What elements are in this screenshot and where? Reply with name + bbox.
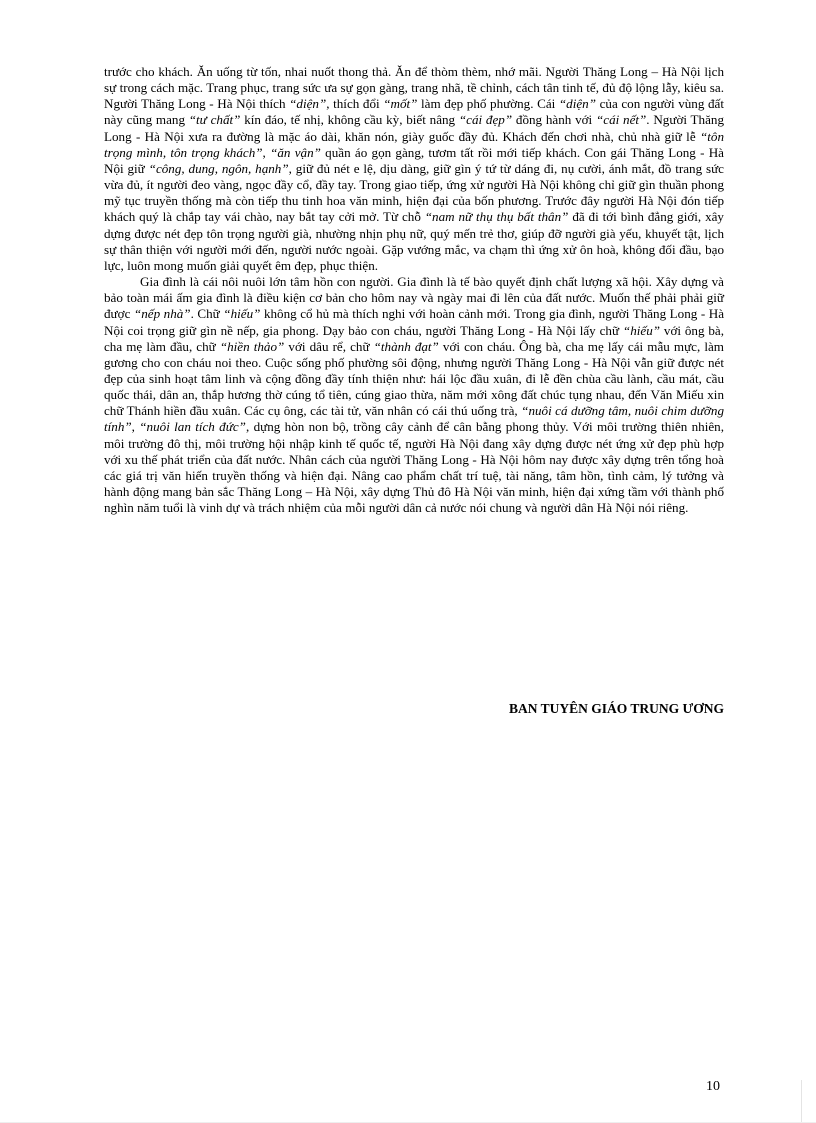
paragraph (104, 64, 724, 274)
italic-phrase: “diện” (289, 96, 327, 112)
italic-phrase: “nuôi cá dưỡng tâm, nuôi chim dưỡng tính” (104, 403, 725, 435)
italic-phrase: “tư chất” (188, 112, 241, 128)
italic-phrase: “ăn vận” (270, 144, 321, 160)
italic-phrase: “diện” (558, 96, 596, 112)
italic-phrase: “công, dung, ngôn, hạnh” (148, 160, 289, 176)
italic-phrase: “hiền thảo” (219, 338, 285, 354)
text-run: , giữ đủ nét e lệ, dịu dàng, giữ gìn ý tứ từ dáng đi, nụ cười, ánh mắt, đồ trang sức vừa đủ, ít người đeo vàng, ngọc đầy cổ, đầy tay. Trong giao tiếp, ứng xử người Hà Nội không chỉ giữ gìn thuần phong mỹ tục truyền thống mà còn tiếp thu tinh hoa văn minh, hiện đại của bốn phương. Trước đây người Hà Nội đón tiếp khách quý là chắp tay vái chào, nay bắt tay cởi mở. Từ chỗ (104, 160, 724, 225)
italic-phrase: “nếp nhà” (133, 306, 191, 322)
italic-phrase: “thành đạt” (373, 338, 439, 354)
italic-phrase: “hiếu” (622, 322, 661, 338)
text-run: . Chữ (190, 306, 224, 322)
text-run: quần áo gọn gàng, tươm tất rồi mới tiếp khách. Con gái Thăng Long - Hà Nội giữ (104, 144, 724, 176)
italic-phrase: “mốt” (383, 96, 418, 112)
italic-phrase: “hiếu” (223, 306, 261, 322)
text-run: với ông bà, cha mẹ làm đầu, chữ (104, 322, 725, 354)
text-run: làm đẹp phố phường. Cái (417, 96, 559, 112)
text-run: . Người Thăng Long - Hà Nội xưa ra đường là mặc áo dài, khăn nón, giày guốc đầy đủ. Khách đến chơi nhà, chủ nhà giữ lễ (104, 112, 724, 144)
text-run: đã đi tới bình đẳng giới, xây dựng được nét đẹp tôn trọng người già, nhường nhịn phụ nữ, quý mến trẻ thơ, giúp đỡ người già yếu, khuyết tật, lịch sự thân thiện với người mới đến, người nước ngoài. Gặp vướng mắc, va chạm thì ứng xử ôn hoà, không đối đầu, bạo lực, luôn mong muốn giải quyết êm đẹp, phục thiện. (104, 209, 724, 273)
text-run: của con người vùng đất này cũng mang (104, 96, 724, 128)
text-run: trước cho khách. Ăn uống từ tốn, nhai nuốt thong thả. Ăn để thòm thèm, nhớ mãi. Người Thăng Long – Hà Nội lịch sự trong cách mặc. Trang phục, trang sức ưa sự gọn gàng, trang nhã, tề chỉnh, cách tân tinh tế, đủ độ lộng lẫy, kiêu sa. Người Thăng Long - Hà Nội thích (104, 64, 724, 112)
text-run: với dâu rể, chữ (284, 338, 374, 354)
text-run: đồng hành với (512, 112, 596, 128)
text-run: , (131, 419, 140, 435)
paragraph (104, 274, 724, 516)
text-run: , (262, 144, 271, 160)
signature-line: BAN TUYÊN GIÁO TRUNG ƯƠNG (508, 701, 724, 716)
text-run: Gia đình là cái nôi nuôi lớn tâm hồn con người. Gia đình là tế bào quyết định chất lượng xã hội. Xây dựng và bảo toàn mái ấm gia đình là điều kiện cơ bản cho hôm nay và ngày mai đi lên của đất nước. Muốn thế phải phải giữ được (104, 274, 724, 322)
page-edge-divider (801, 1080, 802, 1123)
text-run: , thích đổi (326, 96, 384, 112)
italic-phrase: “nam nữ thụ thụ bất thân” (424, 209, 569, 225)
italic-phrase: “nuôi lan tích đức” (139, 419, 246, 435)
italic-phrase: “cái đẹp” (458, 112, 513, 128)
body-text (104, 64, 724, 516)
text-run: kín đáo, tế nhị, không cầu kỳ, biết nâng (240, 112, 459, 128)
italic-phrase: “cái nết” (595, 112, 647, 128)
text-run: , dựng hòn non bộ, trồng cây cảnh để cân bằng phong thủy. Với môi trường thiên nhiên, môi trường đô thị, môi trường hội nhập kinh tế quốc tế, người Hà Nội đang xây dựng được nét ứng xử đẹp phù hợp với xu thế phát triển của đất nước. Nhân cách của người Thăng Long - Hà Nội hôm nay được xây dựng trên tổng hoà các giá trị văn hiến truyền thống và hiện đại. Nâng cao phẩm chất trí tuệ, tài năng, tâm hồn, tình cảm, lý tưởng và hành động mang bản sắc Thăng Long – Hà Nội, xây dựng Thủ đô Hà Nội văn minh, hiện đại xứng tầm với thành phố nghìn năm tuổi là vinh dự và trách nhiệm của mỗi người dân cả nước nói chung và người dân Hà Nội nói riêng. (104, 419, 725, 516)
italic-phrase: “tôn trọng mình, tôn trọng khách” (104, 128, 724, 160)
text-run: với con cháu. Ông bà, cha mẹ lấy cái mẫu mực, làm gương cho con cháu noi theo. Cuộc sống phố phường sôi động, nhưng người Thăng Long - Hà Nội vẫn giữ được nét đẹp của sinh hoạt tâm linh và cộng đồng đầy tính thiện như: hái lộc đầu xuân, đi lễ đền chùa cầu lành, cầu mát, cầu quốc thái, dân an, thắp hương thờ cúng tổ tiên, cúng giao thừa, năm mới xông đất chúc tụng nhau, đến Văn Miếu xin chữ Thánh hiền đầu xuân. Các cụ ông, các tài tử, văn nhân có cái thú uống trà, (104, 338, 724, 419)
text-run: không cổ hủ mà thích nghi với hoàn cảnh mới. Trong gia đình, người Thăng Long - Hà Nội coi trọng giữ gìn nề nếp, gia phong. Dạy bảo con cháu, người Thăng Long - Hà Nội lấy chữ (104, 306, 725, 338)
page-number: 10 (706, 1079, 720, 1094)
